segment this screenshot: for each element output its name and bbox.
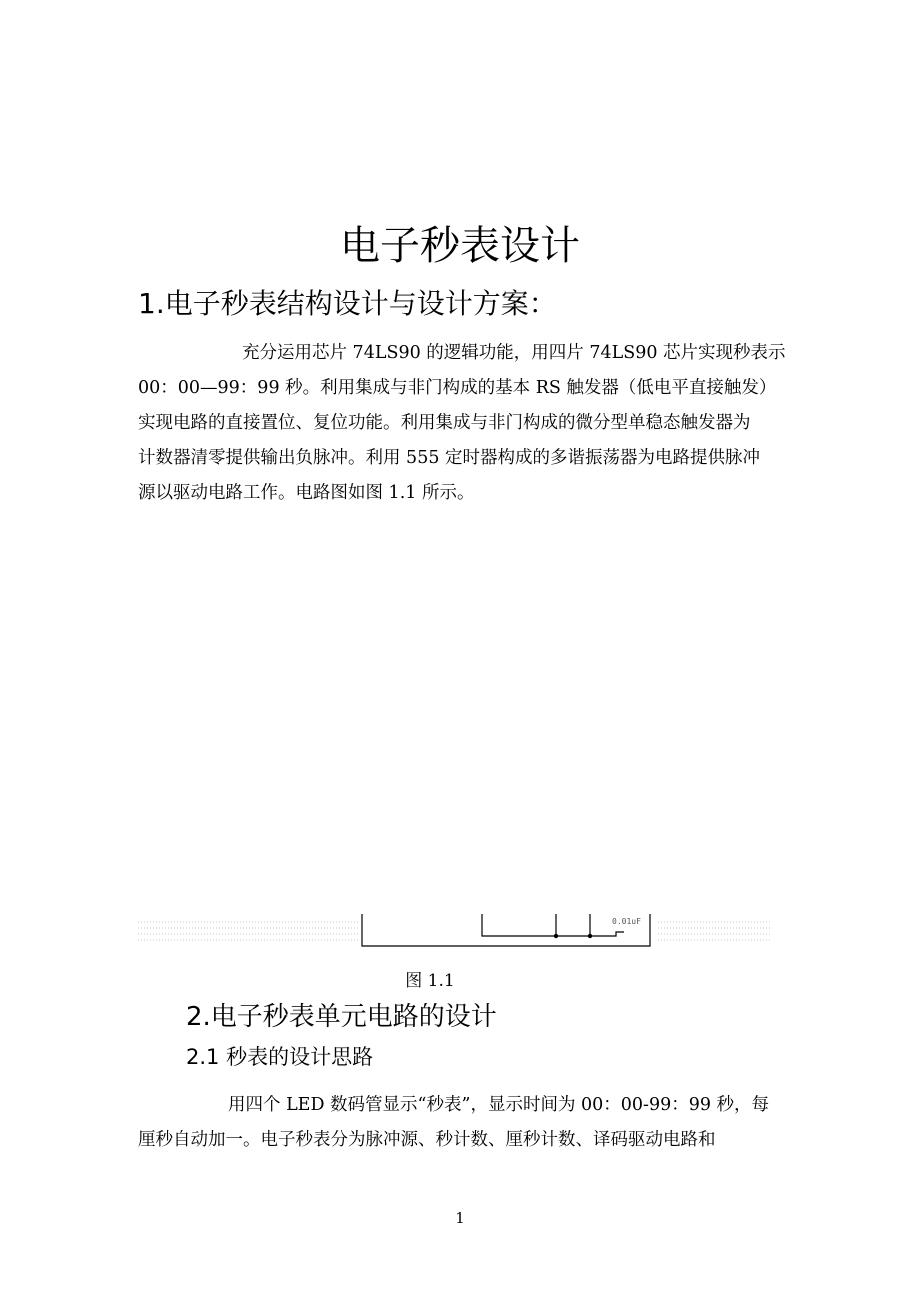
figure-caption: 图 1.1 xyxy=(405,971,455,991)
circuit-diagram-svg xyxy=(138,912,770,958)
document-title: 电子秒表设计 xyxy=(340,223,580,269)
junction-dot xyxy=(588,934,592,938)
paragraph-line: 充分运用芯片 74LS90 的逻辑功能，用四片 74LS90 芯片实现秒表示 xyxy=(242,343,786,363)
section-2-heading: 2.电子秒表单元电路的设计 xyxy=(186,1002,497,1032)
paragraph-line: 00：00—99：99 秒。利用集成与非门构成的基本 RS 触发器（低电平直接触发） xyxy=(138,378,777,398)
section-1-heading: 1.电子秒表结构设计与设计方案： xyxy=(138,287,557,320)
circuit-inner-wire xyxy=(482,914,608,936)
page-number: 1 xyxy=(455,1209,465,1227)
circuit-diagram-fragment xyxy=(138,912,770,958)
paragraph-line: 实现电路的直接置位、复位功能。利用集成与非门构成的微分型单稳态触发器为 xyxy=(138,413,751,433)
section-1-paragraph xyxy=(138,336,784,511)
capacitor-label: 0.01uF xyxy=(612,917,641,926)
junction-dot xyxy=(554,934,558,938)
paragraph-line: 计数器清零提供输出负脉冲。利用 555 定时器构成的多谐振荡器为电路提供脉冲 xyxy=(138,448,761,468)
ground-symbol xyxy=(608,932,624,936)
paragraph-line: 源以驱动电路工作。电路图如图 1.1 所示。 xyxy=(138,483,475,503)
paragraph-line: 厘秒自动加一。电子秒表分为脉冲源、秒计数、厘秒计数、译码驱动电路和 xyxy=(138,1130,716,1150)
circuit-outer-wire xyxy=(362,914,650,946)
subsection-2-1-heading: 2.1 秒表的设计思路 xyxy=(186,1045,374,1069)
subsection-2-1-paragraph xyxy=(138,1088,784,1158)
paragraph-line: 用四个 LED 数码管显示“秒表”，显示时间为 00：00-99：99 秒，每 xyxy=(228,1095,770,1115)
